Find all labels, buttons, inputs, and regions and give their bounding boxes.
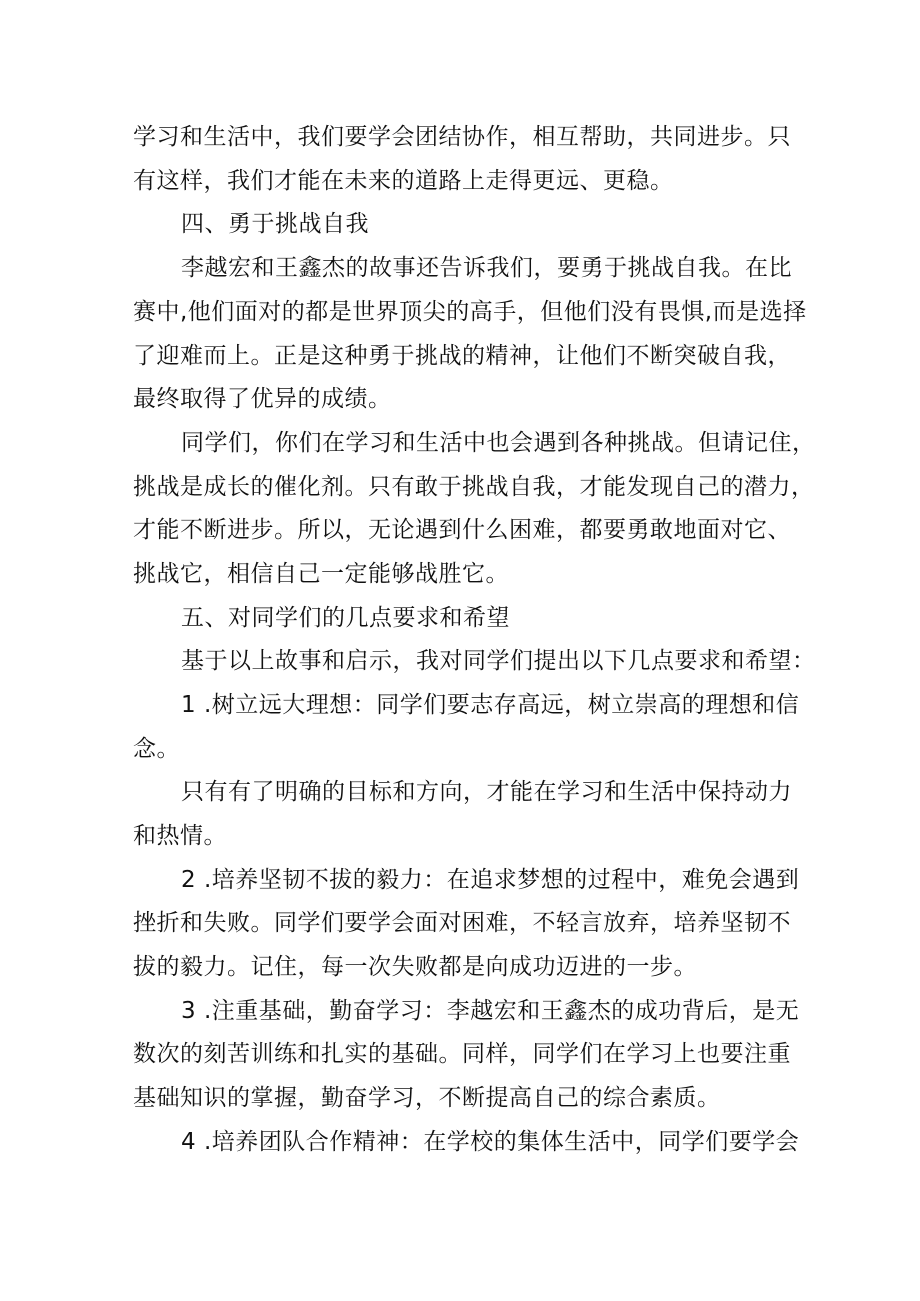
list-item: 1 .树立远大理想：同学们要志存高远，树立崇高的理想和信 [181,692,800,718]
list-item: 2 .培养坚韧不拔的毅力：在追求梦想的过程中，难免会遇到 [181,867,800,893]
list-item: 4 .培养团队合作精神：在学校的集体生活中，同学们要学会 [181,1129,800,1155]
text-line: 拔的毅力。记住，每一次失败都是向成功迈进的一步。 [133,954,697,980]
text-line: 挑战是成长的催化剂。只有敢于挑战自我，才能发现自己的潜力， [133,474,815,500]
text-line: 学习和生活中，我们要学会团结协作，相互帮助，共同进步。只 [133,124,791,150]
text-line: 有这样，我们才能在未来的道路上走得更远、更稳。 [133,168,674,194]
text-line: 赛中,他们面对的都是世界顶尖的高手，但他们没有畏惧,而是选择 [133,299,807,325]
text-line: 和热情。 [133,823,227,849]
text-line: 念。 [133,736,180,762]
list-item: 3 .注重基础，勤奋学习：李越宏和王鑫杰的成功背后，是无 [181,998,800,1024]
text-line: 挑战它，相信自己一定能够战胜它。 [133,561,509,587]
text-line: 数次的刻苦训练和扎实的基础。同样，同学们在学习上也要注重 [133,1041,791,1067]
text-line: 同学们，你们在学习和生活中也会遇到各种挑战。但请记住， [181,430,816,456]
text-line: 挫折和失败。同学们要学会面对困难，不轻言放弃，培养坚韧不 [133,910,791,936]
text-line: 李越宏和王鑫杰的故事还告诉我们，要勇于挑战自我。在比 [181,255,792,281]
text-line: 基础知识的掌握，勤奋学习，不断提高自己的综合素质。 [133,1085,721,1111]
text-line: 只有有了明确的目标和方向，才能在学习和生活中保持动力 [181,779,792,805]
section-heading: 四、勇于挑战自我 [181,211,369,237]
text-line: 最终取得了优异的成绩。 [133,386,392,412]
text-line: 才能不断进步。所以，无论遇到什么困难，都要勇敢地面对它、 [133,517,791,543]
section-heading: 五、对同学们的几点要求和希望 [181,605,510,631]
text-line: 了迎难而上。正是这种勇于挑战的精神，让他们不断突破自我， [133,343,791,369]
text-line: 基于以上故事和启示，我对同学们提出以下几点要求和希望： [181,648,816,674]
